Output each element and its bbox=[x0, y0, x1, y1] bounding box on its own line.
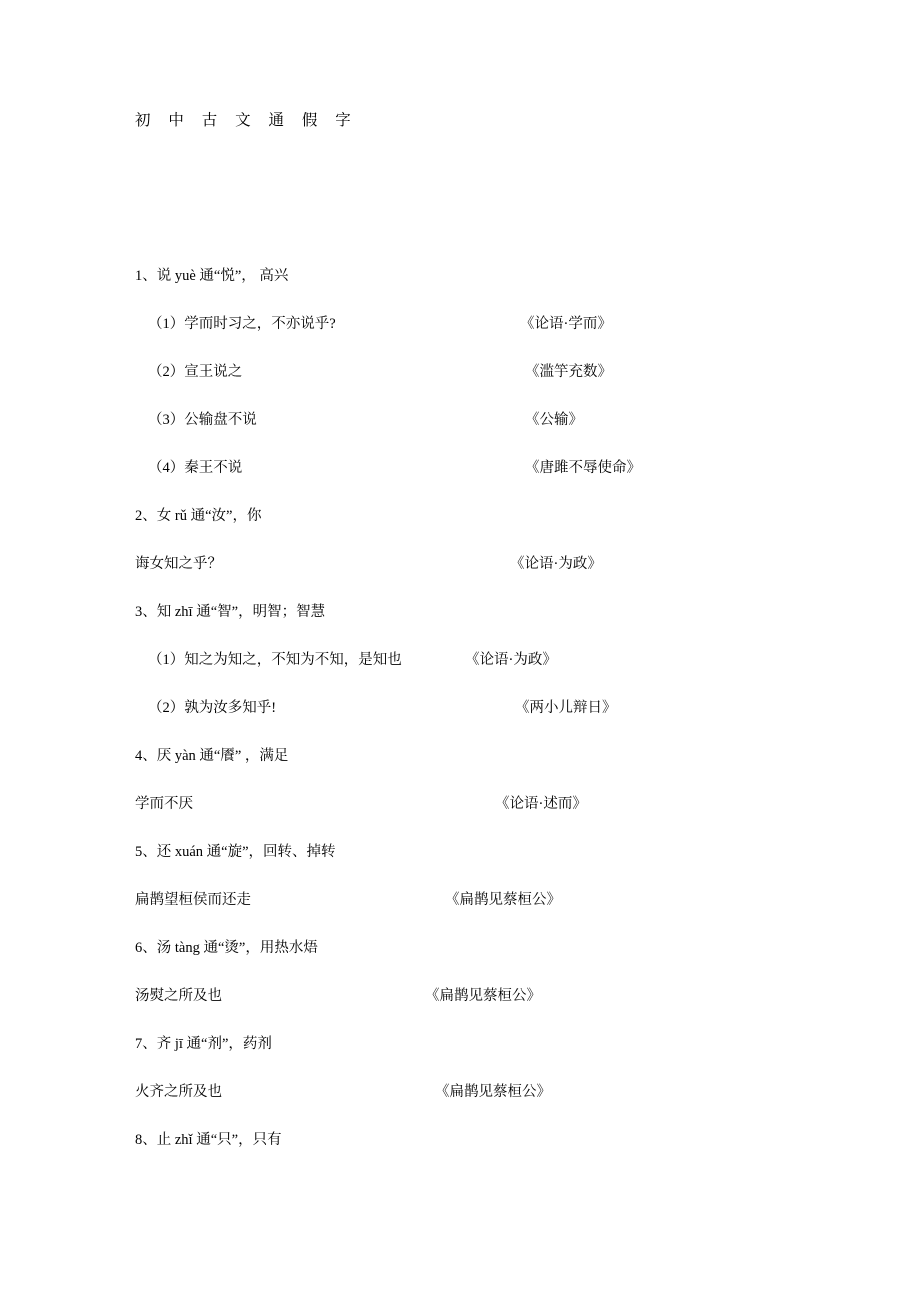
entry-6 bbox=[135, 924, 775, 1020]
example-source: 《扁鹊见蔡桓公》 bbox=[425, 988, 541, 1004]
example-line bbox=[135, 972, 775, 1020]
example-source: 《论语·为政》 bbox=[510, 556, 602, 572]
example-text: （1）学而时习之，不亦说乎? bbox=[148, 316, 336, 332]
entry-1 bbox=[135, 252, 775, 492]
example-line bbox=[135, 1068, 775, 1116]
example-line bbox=[135, 876, 775, 924]
example-line bbox=[135, 300, 775, 348]
example-text: 诲女知之乎？ bbox=[135, 556, 222, 572]
entry-headword: 8、止 zhǐ 通“只”，只有 bbox=[135, 1132, 282, 1148]
entry-headword: 1、说 yuè 通“悦”， 高兴 bbox=[135, 268, 289, 284]
example-line bbox=[135, 780, 775, 828]
entry-headword: 5、还 xuán 通“旋”，回转、掉转 bbox=[135, 844, 336, 860]
entry-headword: 7、齐 jī 通“剂”，药剂 bbox=[135, 1036, 272, 1052]
page-title: 初 中 古 文 通 假 字 bbox=[135, 112, 358, 129]
example-source: 《论语·学而》 bbox=[520, 316, 612, 332]
entry-7 bbox=[135, 1020, 775, 1116]
example-line bbox=[135, 540, 775, 588]
example-text: 学而不厌 bbox=[135, 796, 193, 812]
entry-headword: 2、女 rǔ 通“汝”，你 bbox=[135, 508, 262, 524]
entry-3 bbox=[135, 588, 775, 732]
entry-headword: 4、厌 yàn 通“餍” ，满足 bbox=[135, 748, 289, 764]
entry-4 bbox=[135, 732, 775, 828]
entry-headword: 6、汤 tàng 通“烫”，用热水焐 bbox=[135, 940, 318, 956]
example-source: 《扁鹊见蔡桓公》 bbox=[445, 892, 561, 908]
entry-2 bbox=[135, 492, 775, 588]
example-line bbox=[135, 636, 775, 684]
example-source: 《滥竽充数》 bbox=[525, 364, 612, 380]
example-text: （2）孰为汝多知乎! bbox=[148, 700, 277, 716]
example-text: 火齐之所及也 bbox=[135, 1084, 222, 1100]
example-text: （4）秦王不说 bbox=[148, 460, 243, 476]
example-source: 《唐雎不辱使命》 bbox=[525, 460, 641, 476]
example-line bbox=[135, 396, 775, 444]
example-source: 《公输》 bbox=[525, 412, 583, 428]
example-source: 《论语·为政》 bbox=[465, 652, 557, 668]
entry-5 bbox=[135, 828, 775, 924]
example-source: 《扁鹊见蔡桓公》 bbox=[435, 1084, 551, 1100]
example-text: （3）公输盘不说 bbox=[148, 412, 257, 428]
example-text: （1）知之为知之，不知为不知，是知也 bbox=[148, 652, 402, 668]
example-line bbox=[135, 348, 775, 396]
example-line bbox=[135, 684, 775, 732]
example-line bbox=[135, 444, 775, 492]
example-source: 《两小儿辩日》 bbox=[515, 700, 617, 716]
example-source: 《论语·述而》 bbox=[495, 796, 587, 812]
entry-headword: 3、知 zhī 通“智”，明智；智慧 bbox=[135, 604, 326, 620]
entry-8 bbox=[135, 1116, 775, 1164]
example-text: 扁鹊望桓侯而还走 bbox=[135, 892, 251, 908]
document-body bbox=[135, 252, 775, 1164]
example-text: 汤熨之所及也 bbox=[135, 988, 222, 1004]
example-text: （2）宣王说之 bbox=[148, 364, 243, 380]
